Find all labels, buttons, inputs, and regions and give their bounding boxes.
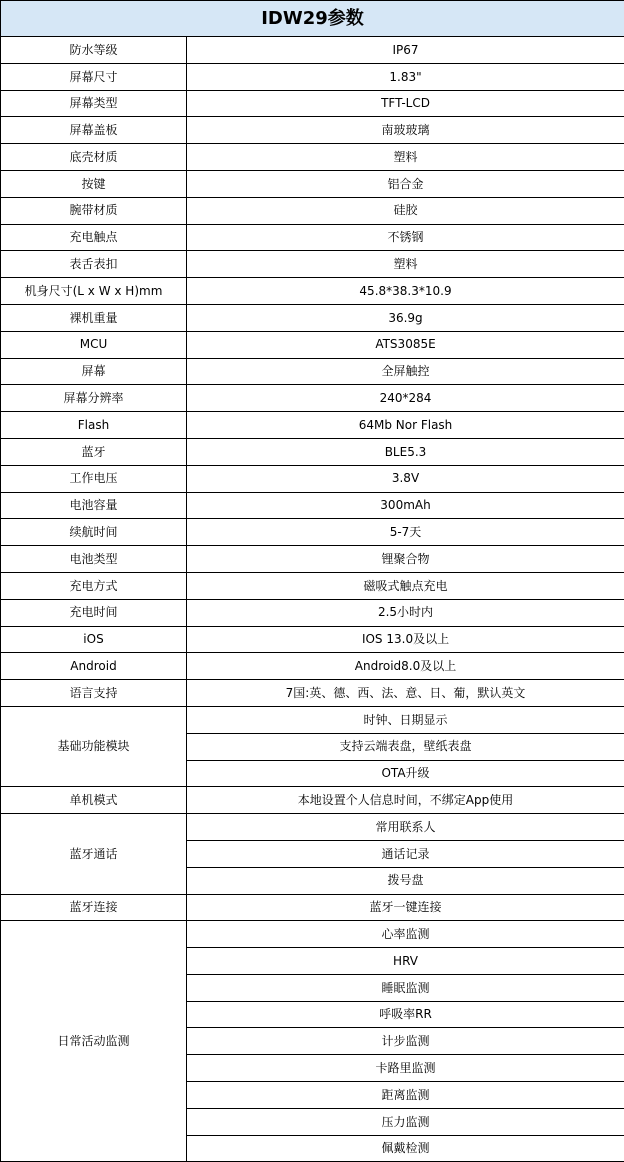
spec-value: 2.5小时内 [187, 599, 624, 626]
spec-label: iOS [1, 626, 187, 653]
spec-label: 按键 [1, 170, 187, 197]
table-row [1, 197, 624, 224]
spec-value: 5-7天 [187, 519, 624, 546]
table-row [1, 278, 624, 305]
spec-value: 佩戴检测 [187, 1135, 624, 1162]
spec-value: 卡路里监测 [187, 1055, 624, 1082]
spec-label: 防水等级 [1, 37, 187, 64]
spec-value: 36.9g [187, 304, 624, 331]
spec-label: 蓝牙 [1, 438, 187, 465]
spec-value: 铝合金 [187, 170, 624, 197]
title-row [1, 1, 624, 37]
spec-value: ATS3085E [187, 331, 624, 358]
spec-label: 工作电压 [1, 465, 187, 492]
table-row [1, 465, 624, 492]
spec-label: 底壳材质 [1, 144, 187, 171]
table-row [1, 814, 624, 841]
spec-value: 不锈钢 [187, 224, 624, 251]
table-row [1, 519, 624, 546]
spec-label: 蓝牙通话 [1, 814, 187, 894]
spec-value: Android8.0及以上 [187, 653, 624, 680]
spec-value: 锂聚合物 [187, 546, 624, 573]
table-row [1, 787, 624, 814]
table-row [1, 706, 624, 733]
spec-value: 塑料 [187, 144, 624, 171]
spec-value: BLE5.3 [187, 438, 624, 465]
spec-value: TFT-LCD [187, 90, 624, 117]
table-row [1, 412, 624, 439]
table-row [1, 90, 624, 117]
table-row [1, 572, 624, 599]
spec-value: 45.8*38.3*10.9 [187, 278, 624, 305]
spec-label: 日常活动监测 [1, 921, 187, 1162]
spec-value: 睡眠监测 [187, 974, 624, 1001]
spec-label: 裸机重量 [1, 304, 187, 331]
table-row [1, 626, 624, 653]
spec-value: 7国:英、德、西、法、意、日、葡，默认英文 [187, 680, 624, 707]
spec-value: 呼吸率RR [187, 1001, 624, 1028]
table-title: IDW29参数 [1, 1, 624, 37]
table-row [1, 894, 624, 921]
spec-value: 64Mb Nor Flash [187, 412, 624, 439]
spec-value: 拨号盘 [187, 867, 624, 894]
spec-label: 充电方式 [1, 572, 187, 599]
spec-label: MCU [1, 331, 187, 358]
table-row [1, 37, 624, 64]
spec-value: 计步监测 [187, 1028, 624, 1055]
spec-value: HRV [187, 948, 624, 975]
spec-label: 腕带材质 [1, 197, 187, 224]
table-row [1, 358, 624, 385]
table-row [1, 599, 624, 626]
spec-value: 3.8V [187, 465, 624, 492]
spec-label: 充电时间 [1, 599, 187, 626]
spec-value: 240*284 [187, 385, 624, 412]
spec-label: 续航时间 [1, 519, 187, 546]
spec-label: 屏幕 [1, 358, 187, 385]
spec-value: 全屏触控 [187, 358, 624, 385]
spec-value: 时钟、日期显示 [187, 706, 624, 733]
spec-value: 压力监测 [187, 1108, 624, 1135]
spec-label: 基础功能模块 [1, 706, 187, 786]
spec-label: Android [1, 653, 187, 680]
table-row [1, 492, 624, 519]
table-row [1, 438, 624, 465]
spec-value: 磁吸式触点充电 [187, 572, 624, 599]
spec-value: 心率监测 [187, 921, 624, 948]
spec-label: 屏幕类型 [1, 90, 187, 117]
spec-value: 1.83" [187, 63, 624, 90]
table-row [1, 921, 624, 948]
table-row [1, 304, 624, 331]
table-row [1, 680, 624, 707]
spec-value: IP67 [187, 37, 624, 64]
spec-value: 支持云端表盘，壁纸表盘 [187, 733, 624, 760]
spec-value: 距离监测 [187, 1082, 624, 1109]
spec-label: Flash [1, 412, 187, 439]
spec-value: 本地设置个人信息时间，不绑定App使用 [187, 787, 624, 814]
spec-value: OTA升级 [187, 760, 624, 787]
table-row [1, 385, 624, 412]
spec-value: 通话记录 [187, 840, 624, 867]
spec-label: 电池类型 [1, 546, 187, 573]
table-row [1, 144, 624, 171]
spec-value: 塑料 [187, 251, 624, 278]
spec-value: 常用联系人 [187, 814, 624, 841]
spec-label: 蓝牙连接 [1, 894, 187, 921]
spec-label: 屏幕盖板 [1, 117, 187, 144]
table-row [1, 653, 624, 680]
spec-value: 300mAh [187, 492, 624, 519]
spec-body [1, 37, 624, 1162]
spec-value: 南玻玻璃 [187, 117, 624, 144]
spec-value: IOS 13.0及以上 [187, 626, 624, 653]
table-row [1, 170, 624, 197]
spec-label: 机身尺寸(L x W x H)mm [1, 278, 187, 305]
spec-label: 表舌表扣 [1, 251, 187, 278]
table-row [1, 117, 624, 144]
spec-label: 电池容量 [1, 492, 187, 519]
table-row [1, 331, 624, 358]
table-row [1, 546, 624, 573]
spec-label: 单机模式 [1, 787, 187, 814]
table-row [1, 224, 624, 251]
spec-value: 蓝牙一键连接 [187, 894, 624, 921]
spec-label: 屏幕分辨率 [1, 385, 187, 412]
table-row [1, 251, 624, 278]
spec-label: 充电触点 [1, 224, 187, 251]
table-row [1, 63, 624, 90]
spec-label: 屏幕尺寸 [1, 63, 187, 90]
spec-label: 语言支持 [1, 680, 187, 707]
spec-value: 硅胶 [187, 197, 624, 224]
